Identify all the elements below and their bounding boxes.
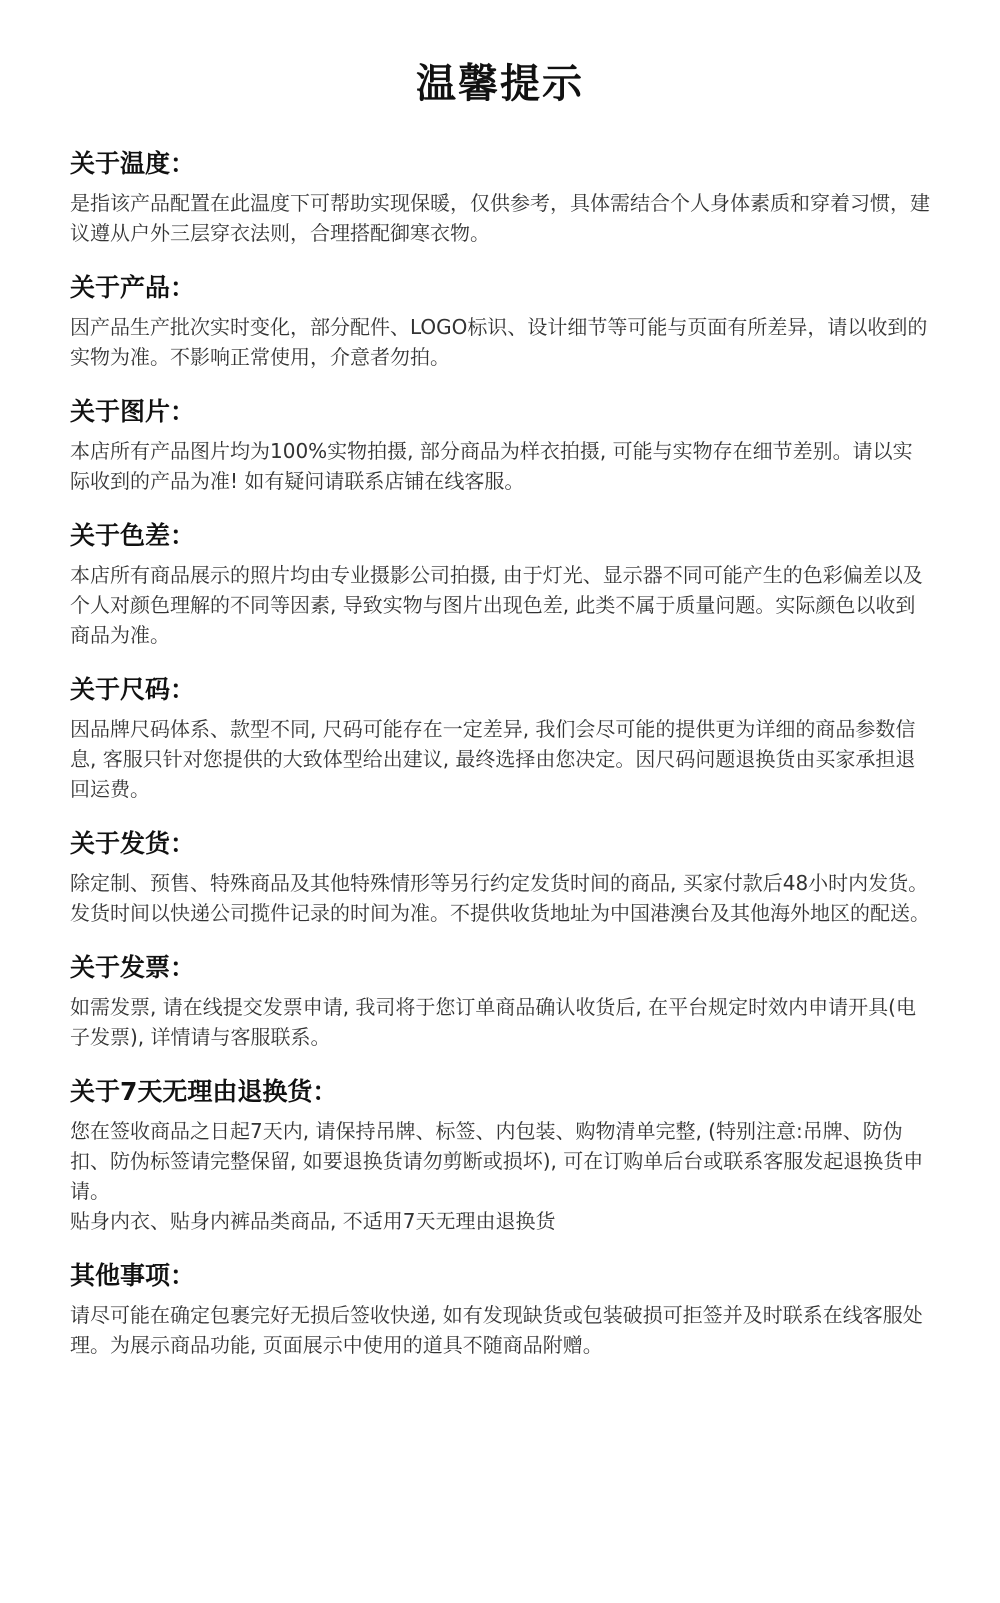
section-heading: 关于图片：: [70, 397, 196, 426]
section-temperature: [70, 146, 930, 248]
section-heading: 关于产品：: [70, 273, 196, 302]
section-paragraph: 除定制、预售、特殊商品及其他特殊情形等另行约定发货时间的商品, 买家付款后48小时内发货。发货时间以快递公司揽件记录的时间为准。不提供收货地址为中国港澳台及其他海外地区的配送。: [70, 871, 930, 925]
section-heading: 关于发票：: [70, 953, 196, 982]
section-heading: 关于温度：: [70, 149, 196, 178]
section-paragraph: 因品牌尺码体系、款型不同, 尺码可能存在一定差异, 我们会尽可能的提供更为详细的商品参数信息, 客服只针对您提供的大致体型给出建议, 最终选择由您决定。因尺码问题退换货由买家承担退回运费。: [70, 717, 916, 801]
section-paragraph: 是指该产品配置在此温度下可帮助实现保暖，仅供参考，具体需结合个人身体素质和穿着习惯，建议遵从户外三层穿衣法则，合理搭配御寒衣物。: [70, 191, 930, 245]
section-body: [70, 714, 930, 804]
section-paragraph: 本店所有商品展示的照片均由专业摄影公司拍摄, 由于灯光、显示器不同可能产生的色彩偏差以及个人对颜色理解的不同等因素, 导致实物与图片出现色差, 此类不属于质量问题。实际颜色以收到商品为准。: [70, 563, 923, 647]
section-paragraph: 如需发票, 请在线提交发票申请, 我司将于您订单商品确认收货后, 在平台规定时效内申请开具(电子发票), 详情请与客服联系。: [70, 995, 916, 1049]
section-body: [70, 868, 930, 928]
section-invoice: [70, 950, 930, 1052]
section-body: [70, 1300, 930, 1360]
section-paragraph: 本店所有产品图片均为100%实物拍摄, 部分商品为样衣拍摄, 可能与实物存在细节差别。请以实际收到的产品为准! 如有疑问请联系店铺在线客服。: [70, 439, 913, 493]
notice-sections: [70, 146, 930, 1360]
section-heading: 关于色差：: [70, 521, 196, 550]
section-other: [70, 1258, 930, 1360]
section-returns: [70, 1074, 930, 1236]
section-paragraph: 您在签收商品之日起7天内, 请保持吊牌、标签、内包装、购物清单完整, (特别注意:吊牌、防伪扣、防伪标签请完整保留, 如要退换货请勿剪断或损坏), 可在订购单后台或联系客服发起退换货申请。: [70, 1119, 924, 1203]
section-body: [70, 992, 930, 1052]
section-heading: 其他事项：: [70, 1261, 196, 1290]
section-heading: 关于发货：: [70, 829, 196, 858]
section-body: [70, 188, 930, 248]
section-size: [70, 672, 930, 804]
section-paragraph: 因产品生产批次实时变化，部分配件、LOGO标识、设计细节等可能与页面有所差异，请以收到的实物为准。不影响正常使用，介意者勿拍。: [70, 315, 928, 369]
section-product: [70, 270, 930, 372]
section-body: [70, 560, 930, 650]
page-title: 温馨提示: [416, 61, 584, 107]
section-paragraph: 请尽可能在确定包裹完好无损后签收快递, 如有发现缺货或包装破损可拒签并及时联系在线客服处理。为展示商品功能, 页面展示中使用的道具不随商品附赠。: [70, 1303, 923, 1357]
section-images: [70, 394, 930, 496]
section-heading: 关于7天无理由退换货：: [70, 1077, 338, 1106]
section-body: [70, 312, 930, 372]
section-shipping: [70, 826, 930, 928]
section-heading: 关于尺码：: [70, 675, 196, 704]
section-color-difference: [70, 518, 930, 650]
section-paragraph: 贴身内衣、贴身内裤品类商品, 不适用7天无理由退换货: [70, 1209, 556, 1233]
section-body: [70, 436, 930, 496]
section-body: [70, 1116, 930, 1236]
